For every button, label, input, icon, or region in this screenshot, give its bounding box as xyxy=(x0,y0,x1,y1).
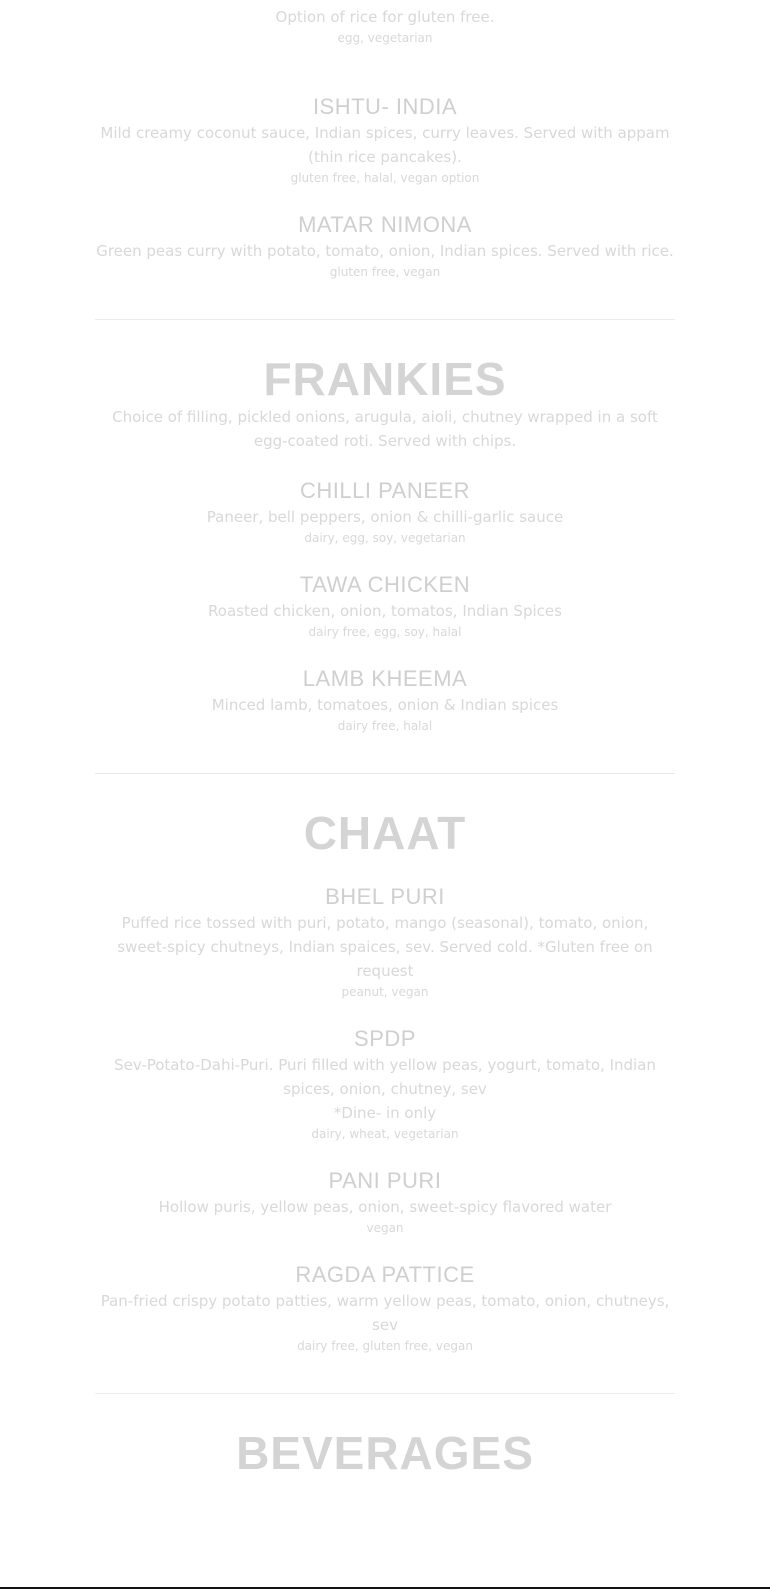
menu-item-partial xyxy=(95,5,675,67)
menu-item-name: SPDP xyxy=(354,1026,416,1051)
menu-item-name: BHEL PURI xyxy=(325,884,445,909)
section-title: BEVERAGES xyxy=(236,1427,534,1479)
menu-item-tags: gluten free, halal, vegan option xyxy=(290,171,480,185)
menu-item-name: ISHTU- INDIA xyxy=(312,94,458,119)
menu-item-desc: Pan-fried crispy potato patties, warm yellow peas, tomato, onion, chutneys, sev xyxy=(100,1292,670,1334)
menu-item-desc: Puffed rice tossed with puri, potato, mango (seasonal), tomato, onion, sweet-spicy chutneys, Indian spaices, sev. Served cold. *Gluten free on request xyxy=(117,914,653,980)
menu-item xyxy=(95,1167,675,1237)
menu-item-desc: Minced lamb, tomatoes, onion & Indian spices xyxy=(211,696,559,714)
menu-item-name: PANI PURI xyxy=(328,1168,442,1193)
menu-item-name: TAWA CHICKEN xyxy=(299,572,471,597)
menu-item-tags: peanut, vegan xyxy=(341,985,429,999)
menu-item xyxy=(95,477,675,547)
menu-item-note: *Dine- in only xyxy=(333,1104,437,1122)
menu-item xyxy=(95,883,675,1001)
menu-item xyxy=(95,1261,675,1355)
menu-item-desc: Roasted chicken, onion, tomatos, Indian Spices xyxy=(208,602,562,620)
menu-item-desc: Paneer, bell peppers, onion & chilli-garlic sauce xyxy=(206,508,564,526)
section-frankies xyxy=(95,353,675,735)
menu-item-desc: Hollow puris, yellow peas, onion, sweet-spicy flavored water xyxy=(158,1198,612,1216)
menu-item-tags: dairy, wheat, vegetarian xyxy=(311,1127,459,1141)
menu-item-tags: dairy, egg, soy, vegetarian xyxy=(304,531,466,545)
menu-item-tags: egg, vegetarian xyxy=(337,31,433,45)
menu-item-desc: Mild creamy coconut sauce, Indian spices, curry leaves. Served with appam (thin rice pancakes). xyxy=(100,124,670,166)
menu-item-name: RAGDA PATTICE xyxy=(295,1262,475,1287)
menu-content xyxy=(95,0,675,1479)
section-divider xyxy=(95,1393,675,1394)
section-divider xyxy=(95,319,675,320)
menu-item-tags: dairy free, egg, soy, halal xyxy=(308,625,462,639)
menu-item xyxy=(95,571,675,641)
section-title: FRANKIES xyxy=(263,353,507,405)
menu-item-desc: Option of rice for gluten free. xyxy=(275,8,495,26)
menu-item xyxy=(95,93,675,187)
menu-item-tags: gluten free, vegan xyxy=(329,265,441,279)
section-chaat xyxy=(95,807,675,1355)
menu-item xyxy=(95,665,675,735)
menu-item xyxy=(95,1025,675,1143)
section-title: CHAAT xyxy=(303,807,467,859)
menu-item-desc: Sev-Potato-Dahi-Puri. Puri filled with yellow peas, yogurt, tomato, Indian spices, onion, chutney, sev xyxy=(114,1056,656,1098)
section-intro: Choice of filling, pickled onions, arugula, aioli, chutney wrapped in a soft egg-coated roti. Served with chips. xyxy=(112,408,658,450)
menu-item-tags: dairy free, gluten free, vegan xyxy=(297,1339,473,1353)
section-beverages xyxy=(95,1427,675,1479)
section-divider xyxy=(95,773,675,774)
menu-item xyxy=(95,211,675,281)
menu-item-desc: Green peas curry with potato, tomato, onion, Indian spices. Served with rice. xyxy=(96,242,674,260)
menu-item-tags: dairy free, halal xyxy=(337,719,433,733)
menu-item-name: LAMB KHEEMA xyxy=(302,666,468,691)
menu-item-name: MATAR NIMONA xyxy=(298,212,472,237)
menu-item-tags: vegan xyxy=(366,1221,404,1235)
menu-item-name: CHILLI PANEER xyxy=(300,478,470,503)
